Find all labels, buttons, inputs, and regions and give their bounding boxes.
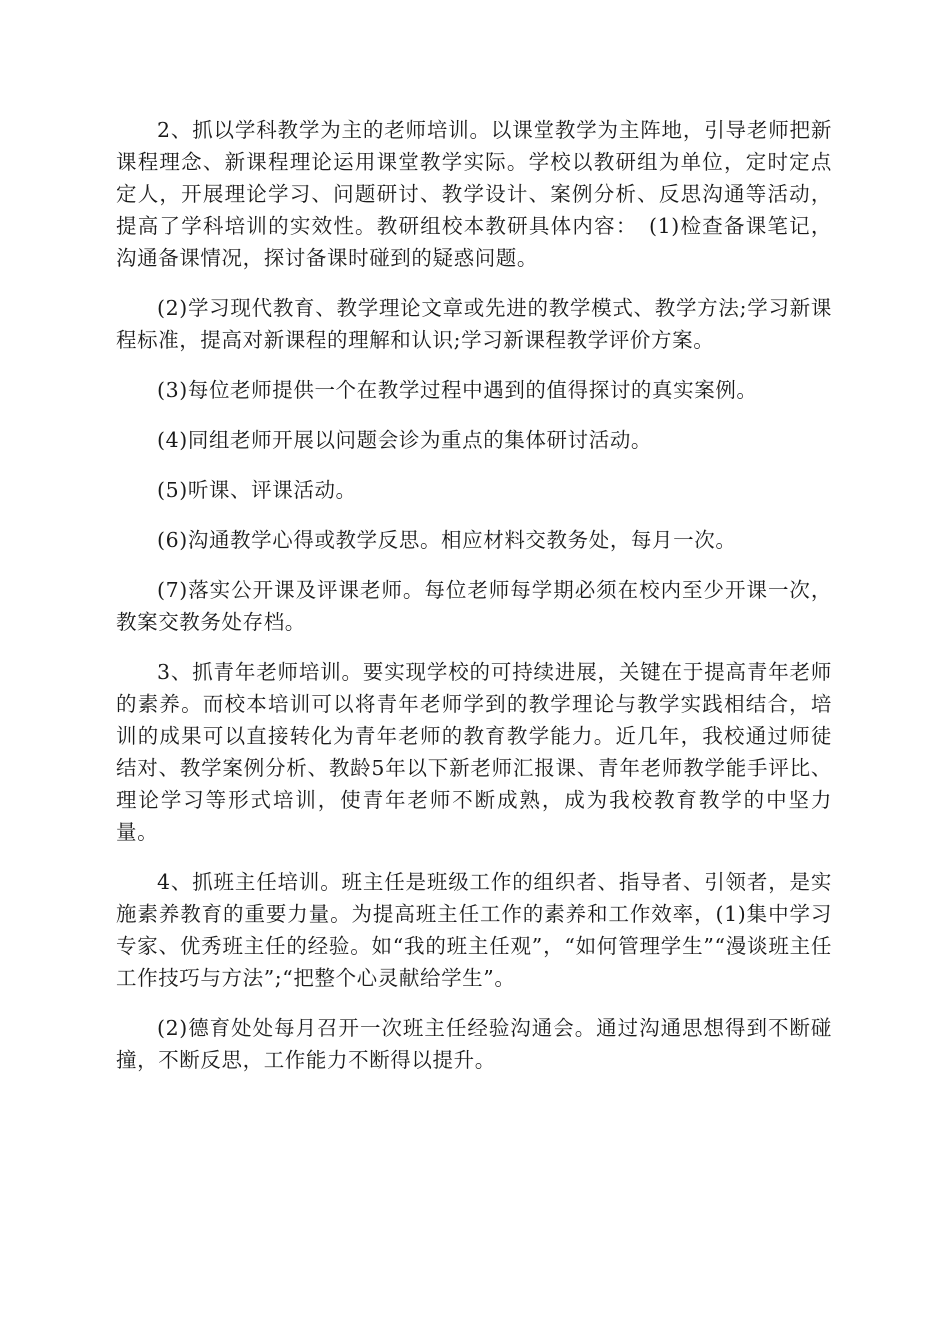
- paragraph-study-theory: (2)学习现代教育、教学理论文章或先进的教学模式、教学方法;学习新课程标准，提高对新课程的理解和认识;学习新课程教学评价方案。: [116, 296, 832, 352]
- paragraph-open-class: (7)落实公开课及评课老师。每位老师每学期必须在校内至少开课一次，教案交教务处存档。: [116, 578, 832, 634]
- paragraph-reflection: (6)沟通教学心得或教学反思。相应材料交教务处，每月一次。: [157, 528, 737, 552]
- paragraph-head-teacher-training: 4、抓班主任培训。班主任是班级工作的组织者、指导者、引领者，是实施素养教育的重要力量。为提高班主任工作的素养和工作效率，(1)集中学习专家、优秀班主任的经验。如“我的班主任观”，“如何管理学生”“漫谈班主任工作技巧与方法”;“把整个心灵献给学生”。: [116, 870, 832, 990]
- paragraph-teacher-training-subject: 2、抓以学科教学为主的老师培训。以课堂教学为主阵地，引导老师把新课程理念、新课程理论运用课堂教学实际。学校以教研组为单位，定时定点定人，开展理论学习、问题研讨、教学设计、案例分析、反思沟通等活动，提高了学科培训的实效性。教研组校本教研具体内容： (1)检查备课笔记，沟通备课情况，探讨备课时碰到的疑惑问题。: [116, 118, 832, 270]
- paragraph-lesson-evaluation: (5)听课、评课活动。: [157, 478, 357, 502]
- paragraph-young-teacher-training: 3、抓青年老师培训。要实现学校的可持续进展，关键在于提高青年老师的素养。而校本培训可以将青年老师学到的教学理论与教学实践相结合，培训的成果可以直接转化为青年老师的教育教学能力。近几年，我校通过师徒结对、教学案例分析、教龄5年以下新老师汇报课、青年老师教学能手评比、理论学习等形式培训，使青年老师不断成熟，成为我校教育教学的中坚力量。: [116, 660, 832, 844]
- paragraph-group-research: (4)同组老师开展以问题会诊为重点的集体研讨活动。: [157, 428, 653, 452]
- document-body: [116, 114, 832, 1094]
- paragraph-experience-meeting: (2)德育处处每月召开一次班主任经验沟通会。通过沟通思想得到不断碰撞，不断反思，工作能力不断得以提升。: [116, 1016, 832, 1072]
- paragraph-case-study: (3)每位老师提供一个在教学过程中遇到的值得探讨的真实案例。: [157, 378, 758, 402]
